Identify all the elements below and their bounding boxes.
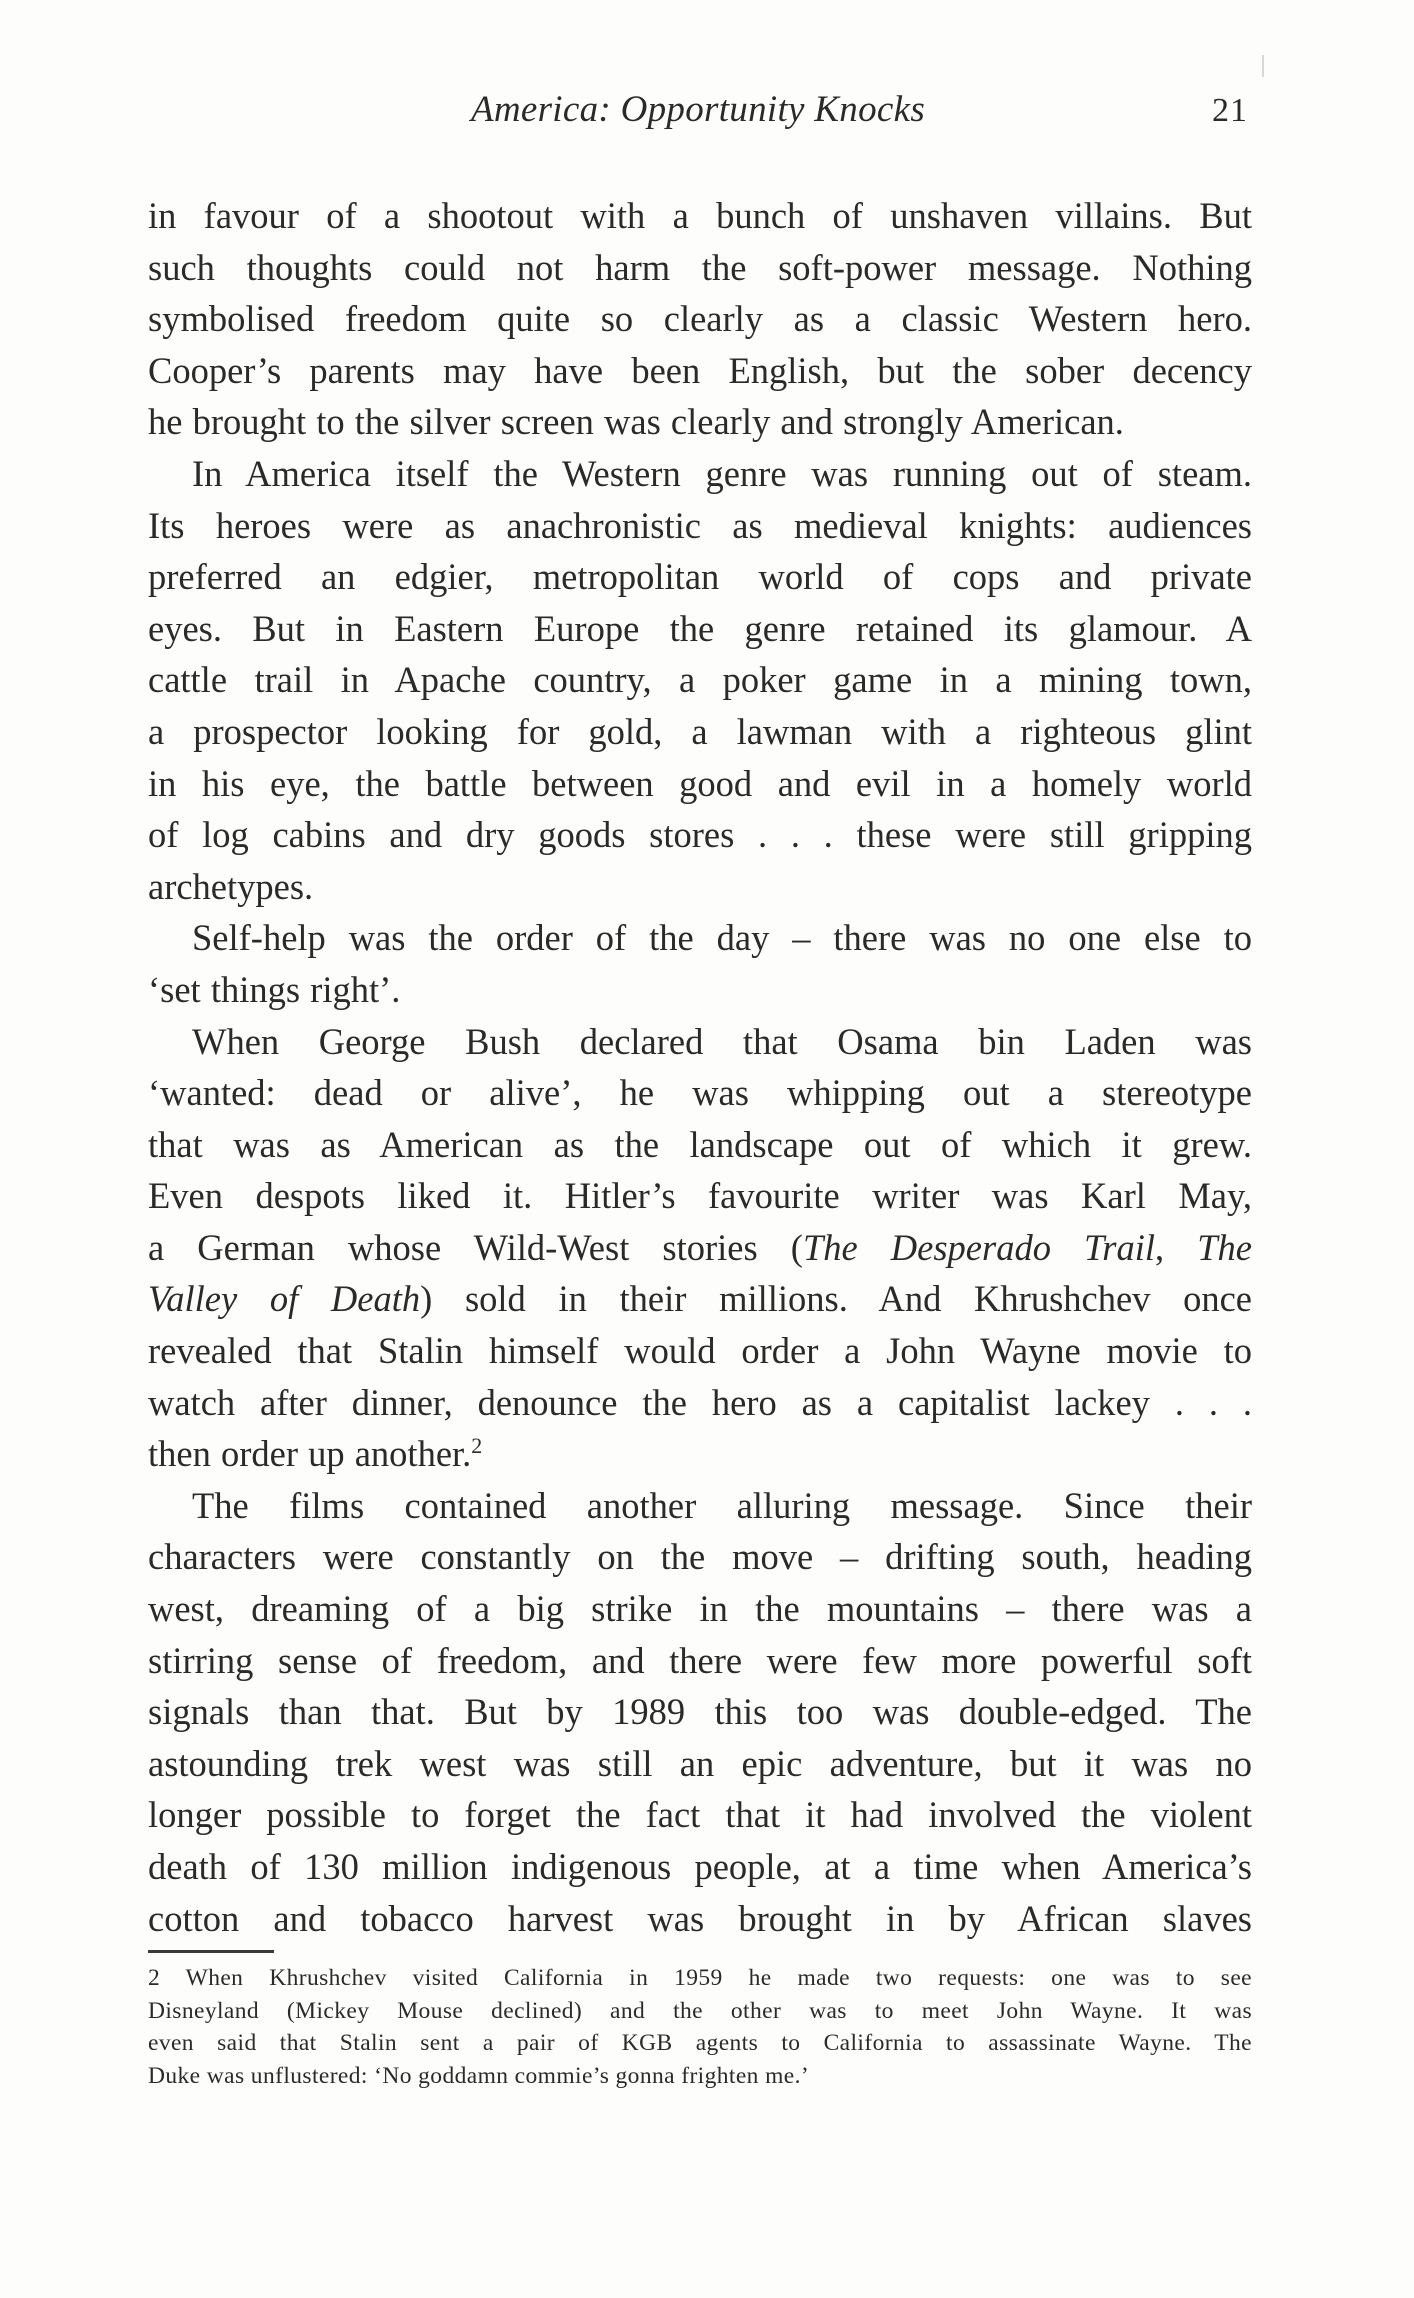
body-line: cattle trail in Apache country, a poker game in a mining town, <box>148 659 1252 701</box>
footnote-line: even said that Stalin sent a pair of KGB agents to California to assassinate Wayne. The <box>148 2030 1252 2056</box>
footnote-line: 2 When Khrushchev visited California in 1959 he made two requests: one was to see <box>148 1965 1252 1991</box>
body-line: then order up another.$^2$ <box>148 1433 483 1475</box>
body-line: characters were constantly on the move – drifting south, heading <box>148 1536 1252 1578</box>
body-line: longer possible to forget the fact that it had involved the violent <box>148 1794 1252 1836</box>
body-line: stirring sense of freedom, and there were few more powerful soft <box>148 1639 1252 1681</box>
body-line: Its heroes were as anachronistic as medieval knights: audiences <box>148 504 1252 546</box>
footnote-rule <box>148 1950 274 1953</box>
body-line: that was as American as the landscape out of which it grew. <box>148 1123 1252 1165</box>
body-line: Valley of Death) sold in their millions. And Khrushchev once <box>148 1278 1252 1320</box>
footnote <box>148 1962 1252 2092</box>
body-line: Self-help was the order of the day – there was no one else to <box>192 917 1252 959</box>
body-line: symbolised freedom quite so clearly as a classic Western hero. <box>148 298 1252 340</box>
body-line: archetypes. <box>148 865 314 907</box>
body-line: signals than that. But by 1989 this too was double-edged. The <box>148 1691 1252 1733</box>
body-line: eyes. But in Eastern Europe the genre retained its glamour. A <box>148 607 1252 649</box>
body-line: ‘set things right’. <box>148 968 401 1010</box>
body-line: cotton and tobacco harvest was brought in by African slaves <box>148 1897 1252 1939</box>
body-line: of log cabins and dry goods stores . . . these were still gripping <box>148 814 1252 856</box>
body-line: Even despots liked it. Hitler’s favourite writer was Karl May, <box>148 1175 1252 1217</box>
footnote-line: Duke was unflustered: ‘No goddamn commie’s gonna frighten me.’ <box>148 2062 810 2089</box>
body-line: When George Bush declared that Osama bin Laden was <box>192 1020 1252 1062</box>
body-line: preferred an edgier, metropolitan world of cops and private <box>148 556 1252 598</box>
footnote-reference: 2 <box>471 1433 483 1459</box>
body-line: astounding trek west was still an epic adventure, but it was no <box>148 1742 1252 1784</box>
body-line: The films contained another alluring message. Since their <box>192 1484 1252 1526</box>
body-line: Cooper’s parents may have been English, but the sober decency <box>148 349 1252 391</box>
body-line: a prospector looking for gold, a lawman with a righteous glint <box>148 710 1252 752</box>
body-line: in favour of a shootout with a bunch of unshaven villains. But <box>148 195 1252 236</box>
body-line: ‘wanted: dead or alive’, he was whipping out a stereotype <box>148 1072 1252 1114</box>
page-number: 21 <box>1212 92 1248 129</box>
body-line: in his eye, the battle between good and evil in a homely world <box>148 762 1252 804</box>
body-line: he brought to the silver screen was clearly and strongly American. <box>148 401 1124 443</box>
body-line: west, dreaming of a big strike in the mountains – there was a <box>148 1588 1252 1630</box>
body-line: a German whose Wild-West stories (The Desperado Trail, The <box>148 1226 1252 1268</box>
body-text <box>148 190 1252 1944</box>
scan-artifact <box>1262 55 1264 77</box>
footnote-line: Disneyland (Mickey Mouse declined) and the other was to meet John Wayne. It was <box>148 1997 1252 2024</box>
body-line: watch after dinner, denounce the hero as a capitalist lackey . . . <box>148 1381 1252 1423</box>
body-line: In America itself the Western genre was running out of steam. <box>192 452 1252 494</box>
body-line: revealed that Stalin himself would order a John Wayne movie to <box>148 1330 1252 1372</box>
body-line: such thoughts could not harm the soft-power message. Nothing <box>148 246 1252 288</box>
body-line: death of 130 million indigenous people, at a time when America’s <box>148 1846 1252 1887</box>
running-head <box>148 88 1248 138</box>
running-title: America: Opportunity Knocks <box>470 89 926 130</box>
